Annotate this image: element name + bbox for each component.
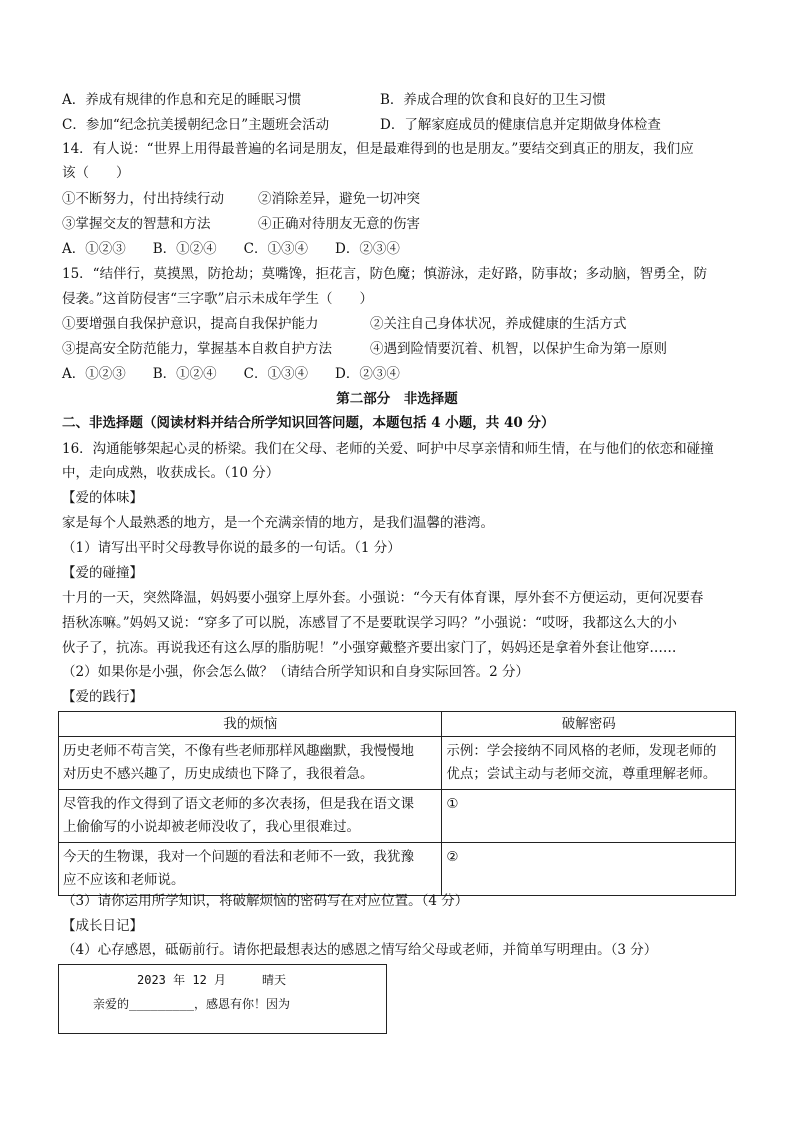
q16-heading-diary: 【成长日记】 <box>62 918 143 934</box>
table-row <box>59 843 736 896</box>
table-cell-solution-3[interactable] <box>442 843 736 896</box>
q16-subquestion-1: （1）请写出平时父母教导你说的最多的一句话。（1 分） <box>62 540 401 556</box>
q15-statement-4: ④遇到险情要沉着、机智，以保护生命为第一原则 <box>370 341 667 357</box>
diary-body: 亲爱的_________，感恩有你！因为 <box>93 997 291 1011</box>
trouble-2-line2: 上偷偷写的小说却被老师没收了，我心里很难过。 <box>63 819 360 835</box>
q13-option-b[interactable]: B．养成合理的饮食和良好的卫生习惯 <box>380 92 606 108</box>
q14-options[interactable]: A．①②③ B．①②④ C．①③④ D．②③④ <box>62 241 400 257</box>
trouble-2-line1: 尽管我的作文得到了语文老师的多次表扬，但是我在语文课 <box>63 796 414 812</box>
solution-3-marker: ② <box>446 849 459 865</box>
table-header-solutions: 破解密码 <box>442 712 736 737</box>
q16-story-line1: 十月的一天，突然降温，妈妈要小强穿上厚外套。小强说：“今天有体育课，厚外套不方便运动，更何况要春 <box>62 590 704 606</box>
q16-subquestion-3: （3）请你运用所学知识，将破解烦恼的密码写在对应位置。（4 分） <box>62 893 469 909</box>
table-cell-solution-2[interactable] <box>442 790 736 843</box>
q14-stem-line2: 该（ ） <box>62 165 130 181</box>
q15-stem-line1: 15．“结伴行，莫摸黑，防抢劫；莫嘴馋，拒花言，防色魔；慎游泳，走好路，防事故；多动脑，智勇全，防 <box>62 266 708 282</box>
q13-option-c[interactable]: C．参加“纪念抗美援朝纪念日”主题班会活动 <box>62 117 330 133</box>
q16-heading-practice: 【爱的践行】 <box>62 689 143 705</box>
q15-statement-3: ③提高安全防范能力，掌握基本自救自护方法 <box>62 341 332 357</box>
q14-statement-4: ④正确对待朋友无意的伤害 <box>258 216 420 232</box>
q16-heading-taste: 【爱的体味】 <box>62 490 143 506</box>
q14-statements-row1 <box>62 189 420 209</box>
q13-option-d[interactable]: D．了解家庭成员的健康信息并定期做身体检查 <box>380 117 661 133</box>
trouble-3-line2: 应不应该和老师说。 <box>63 872 185 888</box>
q15-statements-row2 <box>62 339 667 359</box>
q16-heading-collision: 【爱的碰撞】 <box>62 565 143 581</box>
q13-row-ab <box>62 90 606 110</box>
q16-story-line2: 捂秋冻嘛。”妈妈又说：“穿多了可以脱，冻感冒了不是要耽误学习吗？”小强说：“哎呀，我都这么大的小 <box>62 615 677 631</box>
q16-intro-line2: 中，走向成熟，收获成长。（10 分） <box>62 465 280 481</box>
q16-intro-line1: 16．沟通能够架起心灵的桥梁。我们在父母、老师的关爱、呵护中尽享亲情和师生情，在与他们的依恋和碰撞 <box>62 441 714 457</box>
q16-subquestion-4: （4）心存感恩，砥砺前行。请你把最想表达的感恩之情写给父母或老师，并简单写明理由。（3 分） <box>62 942 658 958</box>
diary-date: 2023 年 12 月 晴天 <box>137 973 287 987</box>
q16-paragraph-home: 家是每个人最熟悉的地方，是一个充满亲情的地方，是我们温馨的港湾。 <box>62 515 494 531</box>
q15-statement-1: ①要增强自我保护意识，提高自我保护能力 <box>62 316 319 332</box>
trouble-1-line1: 历史老师不苟言笑，不像有些老师那样风趣幽默，我慢慢地 <box>63 743 414 759</box>
solution-1-line2: 优点；尝试主动与老师交流，尊重理解老师。 <box>446 766 717 782</box>
table-header-troubles: 我的烦恼 <box>59 712 442 737</box>
table-cell-trouble-1 <box>59 737 442 790</box>
q16-story-line3: 伙子了，抗冻。再说我还有这么厚的脂肪呢！”小强穿戴整齐要出家门了，妈妈还是拿着外套让他穿…… <box>62 640 677 656</box>
q13-option-a[interactable]: A．养成有规律的作息和充足的睡眠习惯 <box>62 92 302 108</box>
q16-subquestion-2: （2）如果你是小强，你会怎么做？（请结合所学知识和自身实际回答。2 分） <box>62 664 529 680</box>
q14-stem-line1: 14．有人说：“世界上用得最普遍的名词是朋友，但是最难得到的也是朋友。”要结交到真正的朋友，我们应 <box>62 141 694 157</box>
table-cell-solution-1 <box>442 737 736 790</box>
q15-stem-line2: 侵袭。”这首防侵害“三字歌”启示未成年学生（ ） <box>62 291 373 307</box>
q14-statements-row2 <box>62 214 420 234</box>
troubles-table <box>58 711 736 896</box>
q15-options[interactable]: A．①②③ B．①②④ C．①③④ D．②③④ <box>62 366 400 382</box>
q14-statement-2: ②消除差异，避免一切冲突 <box>258 191 420 207</box>
trouble-3-line1: 今天的生物课，我对一个问题的看法和老师不一致，我犹豫 <box>63 849 414 865</box>
q14-statement-1: ①不断努力，付出持续行动 <box>62 191 224 207</box>
table-cell-trouble-3 <box>59 843 442 896</box>
table-header-row <box>59 712 736 737</box>
q15-statement-2: ②关注自己身体状况，养成健康的生活方式 <box>370 316 627 332</box>
part2-section-heading: 二、非选择题（阅读材料并结合所学知识回答问题，本题包括 4 小题，共 40 分） <box>62 415 555 431</box>
q13-row-cd <box>62 115 661 135</box>
table-row <box>59 790 736 843</box>
table-cell-trouble-2 <box>59 790 442 843</box>
part2-title: 第二部分 非选择题 <box>336 391 458 407</box>
q15-statements-row1 <box>62 314 627 334</box>
trouble-1-line2: 对历史不感兴趣了，历史成绩也下降了，我很着急。 <box>63 766 374 782</box>
solution-2-marker: ① <box>446 796 459 812</box>
table-row <box>59 737 736 790</box>
solution-1-line1: 示例：学会接纳不同风格的老师，发现老师的 <box>446 743 717 759</box>
q14-statement-3: ③掌握交友的智慧和方法 <box>62 216 211 232</box>
diary-box[interactable] <box>58 964 387 1034</box>
